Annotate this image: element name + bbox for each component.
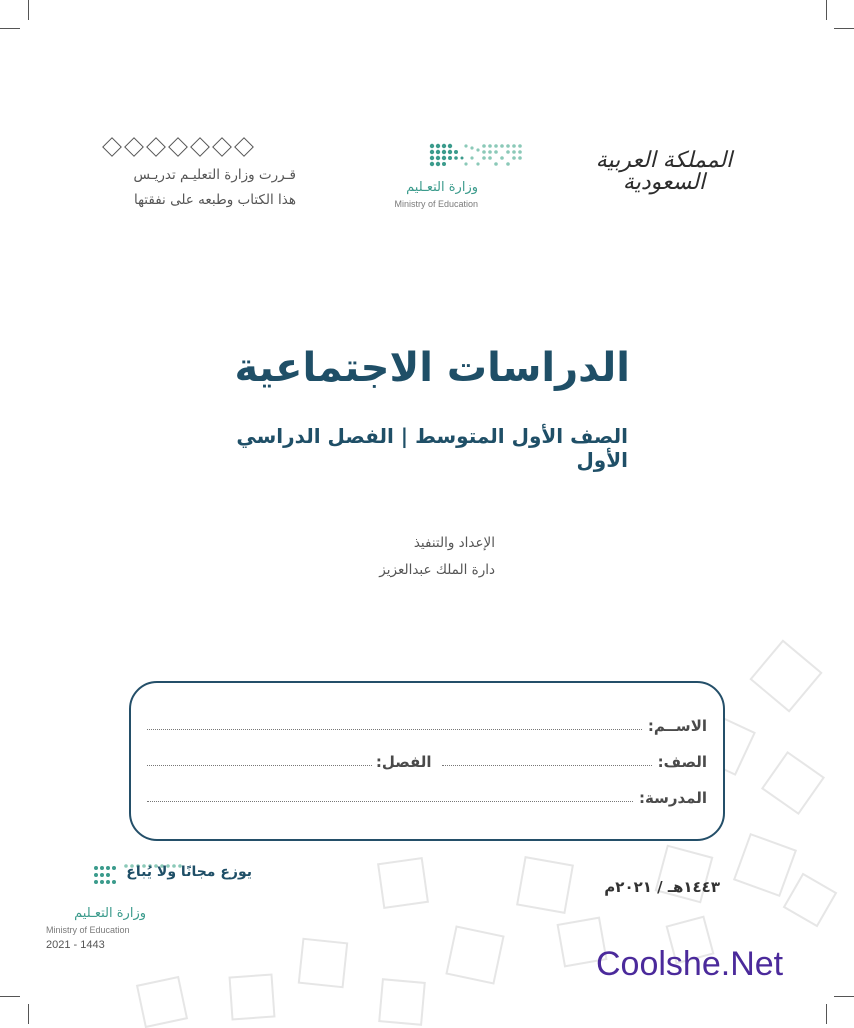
website-watermark: Coolshe.Net bbox=[596, 945, 784, 983]
diamond-icon bbox=[212, 137, 232, 157]
grade-label: الصف: bbox=[657, 753, 707, 771]
crop-mark bbox=[834, 996, 854, 997]
crop-mark bbox=[28, 1004, 29, 1024]
crop-mark bbox=[826, 0, 827, 20]
diamond-icon bbox=[124, 137, 144, 157]
diamond-icon bbox=[190, 137, 210, 157]
diamond-icon bbox=[146, 137, 166, 157]
approval-diamonds bbox=[102, 136, 272, 158]
edition-year: 2021 - 1443 bbox=[46, 939, 105, 951]
crop-mark bbox=[28, 0, 29, 20]
diamond-icon bbox=[234, 137, 254, 157]
student-info-form bbox=[129, 681, 725, 841]
kingdom-calligraphy-logo: المملكة العربية السعودية bbox=[595, 148, 733, 195]
approval-text-line2: هذا الكتاب وطبعه على نفقتها bbox=[133, 192, 296, 208]
name-row bbox=[147, 711, 707, 735]
grade-row bbox=[147, 747, 707, 771]
grade-field[interactable] bbox=[442, 765, 652, 766]
free-distribution-text: يوزع مجانًا ولا يُباع bbox=[126, 864, 252, 880]
class-label: الفصل: bbox=[375, 753, 432, 771]
approval-text-line1: قـررت وزارة التعليـم تدريـس bbox=[133, 167, 296, 183]
name-label: الاســم: bbox=[647, 717, 707, 735]
class-field[interactable] bbox=[147, 765, 372, 766]
book-subtitle: الصف الأول المتوسط | الفصل الدراسي الأول bbox=[236, 424, 628, 472]
preparation-organization: دارة الملك عبدالعزيز bbox=[379, 562, 495, 578]
school-field[interactable] bbox=[147, 801, 633, 802]
diamond-icon bbox=[102, 137, 122, 157]
ministry-name-arabic: وزارة التعـليم bbox=[406, 180, 478, 195]
footer-ministry-name-arabic: وزارة التعـليم bbox=[74, 906, 146, 921]
name-field[interactable] bbox=[147, 729, 642, 730]
crop-mark bbox=[0, 28, 20, 29]
preparation-label: الإعداد والتنفيذ bbox=[413, 535, 495, 551]
book-title: الدراسات الاجتماعية bbox=[234, 345, 630, 391]
footer-ministry-name-english: Ministry of Education bbox=[46, 925, 130, 935]
diamond-icon bbox=[168, 137, 188, 157]
crop-mark bbox=[0, 996, 20, 997]
ministry-name-english: Ministry of Education bbox=[394, 199, 478, 209]
publication-year: ١٤٤٣هـ / ٢٠٢١م bbox=[604, 878, 720, 896]
school-label: المدرسة: bbox=[639, 789, 707, 807]
school-row bbox=[147, 783, 707, 807]
crop-mark bbox=[834, 28, 854, 29]
crop-mark bbox=[826, 1004, 827, 1024]
